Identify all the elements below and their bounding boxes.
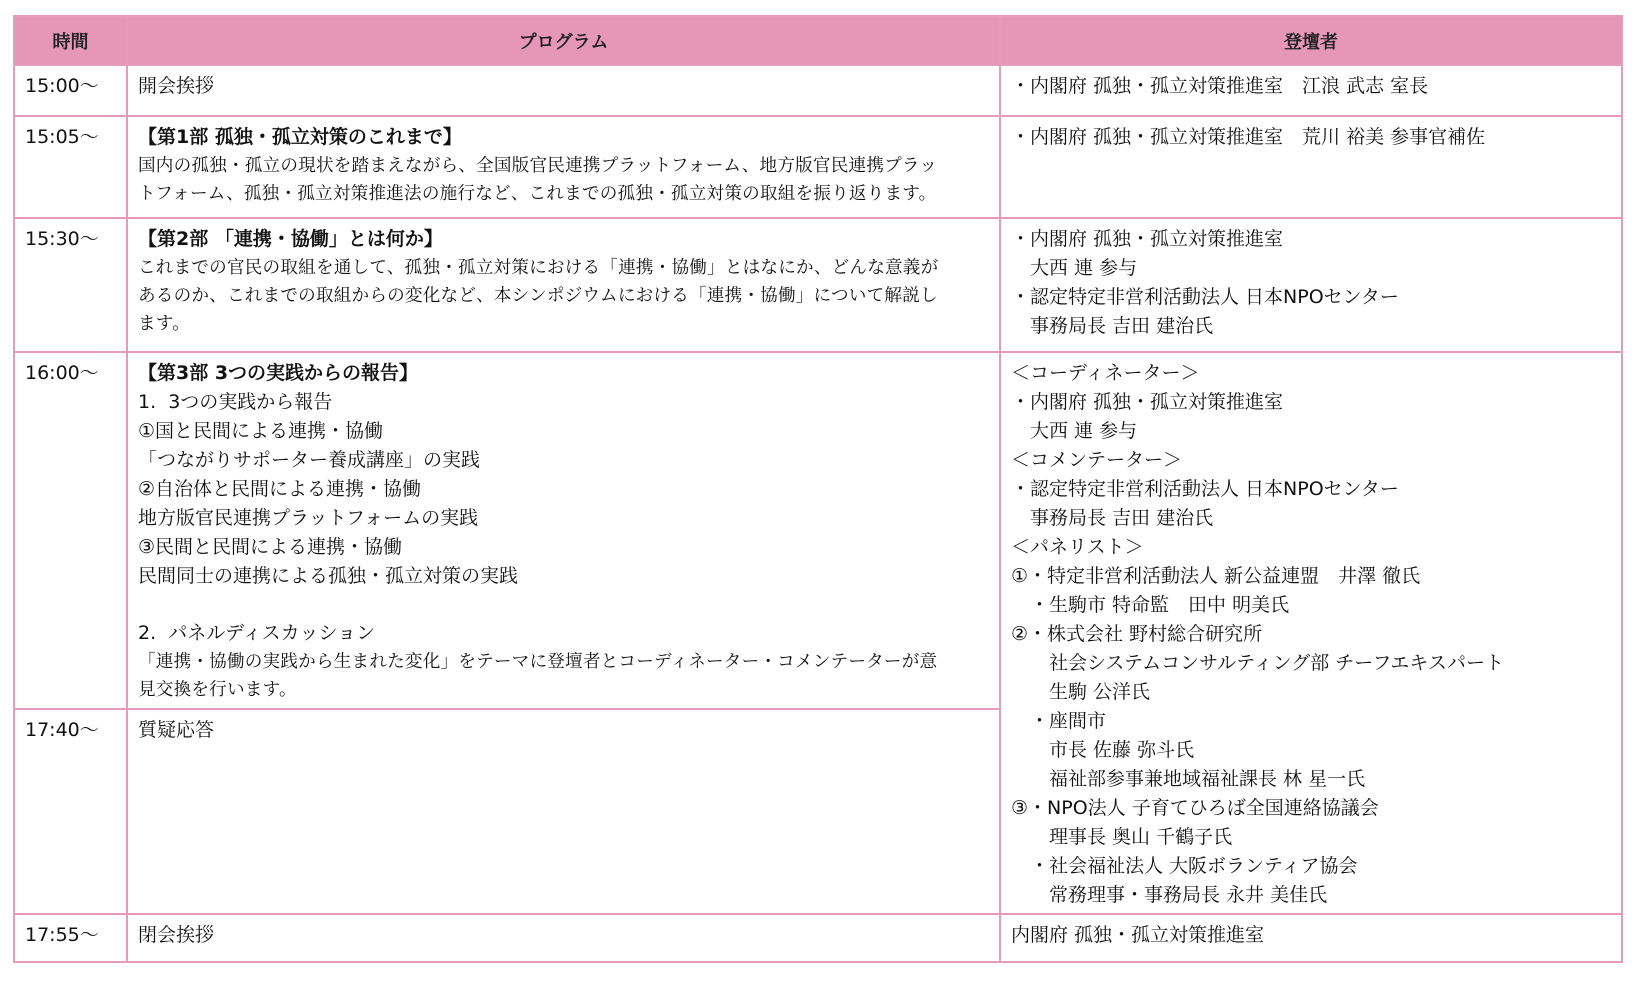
speaker-line: ②・株式会社 野村総合研究所 [1011,623,1263,645]
table-row [14,352,1622,709]
speaker-line: 常務理事・事務局長 永井 美佳氏 [1011,884,1328,906]
program-line: ③民間と民間による連携・協働 [138,536,403,558]
speakers-cell [1000,218,1622,352]
speaker-line: ①・特定非営利活動法人 新公益連盟 井澤 徹氏 [1011,565,1421,587]
speakers-cell [1000,65,1622,116]
speakers-cell [1000,352,1622,914]
description-line: ます。 [138,314,190,334]
speaker-line: ・内閣府 孤独・孤立対策推進室 [1011,228,1284,250]
speaker-line: 社会システムコンサルティング部 チーフエキスパート [1011,652,1505,674]
speaker-line: ・内閣府 孤独・孤立対策推進室 荒川 裕美 参事官補佐 [1011,126,1486,148]
header-time: 時間 [14,16,127,65]
speaker-line: ・社会福祉法人 大阪ボランティア協会 [1011,855,1358,877]
header-speakers: 登壇者 [1000,16,1622,65]
time-cell: 17:55〜 [14,914,127,962]
time-cell: 15:30〜 [14,218,127,352]
speaker-line: 事務局長 吉田 建治氏 [1011,507,1214,529]
speakers-cell [1000,116,1622,218]
speaker-line: ③・NPO法人 子育てひろば全国連絡協議会 [1011,797,1379,819]
time-cell: 15:00〜 [14,65,127,116]
time-cell: 15:05〜 [14,116,127,218]
table-row [14,914,1622,962]
speaker-line: 理事長 奥山 千鶴子氏 [1011,826,1233,848]
description-line: トフォーム、孤独・孤立対策推進法の施行など、これまでの孤独・孤立対策の取組を振り返ります。 [138,184,937,204]
speaker-line: 事務局長 吉田 建治氏 [1011,315,1214,337]
header-program: プログラム [127,16,1000,65]
speaker-line: ・認定特定非営利活動法人 日本NPOセンター [1011,478,1399,500]
speaker-line: ・座間市 [1011,710,1107,732]
program-cell [127,218,1000,352]
program-cell: 開会挨拶 [127,65,1000,116]
table-header-row [14,16,1622,65]
speaker-line: 大西 連 参与 [1011,420,1138,442]
speaker-line: 内閣府 孤独・孤立対策推進室 [1011,924,1265,946]
description-line: あるのか、これまでの取組からの変化など、本シンポジウムにおける「連携・協働」について解説し [138,286,938,306]
program-line: ②自治体と民間による連携・協働 [138,478,422,500]
time-cell: 16:00〜 [14,352,127,709]
program-cell [127,352,1000,709]
speaker-line: ＜コーディネーター＞ [1011,362,1200,384]
speaker-line: 市長 佐藤 弥斗氏 [1011,739,1195,761]
description-line: 国内の孤独・孤立の現状を踏まえながら、全国版官民連携プラットフォーム、地方版官民連携プラッ [138,156,938,176]
section-title: 【第3部 3つの実践からの報告】 [138,362,419,384]
description-line: 見交換を行います。 [138,680,297,700]
speaker-line: ・内閣府 孤独・孤立対策推進室 江浪 武志 室長 [1011,75,1429,97]
program-line: 1. 3つの実践から報告 [138,391,333,413]
speaker-line: 福祉部参事兼地域福祉課長 林 星一氏 [1011,768,1366,790]
speaker-line: ・認定特定非営利活動法人 日本NPOセンター [1011,286,1399,308]
program-line: 2. パネルディスカッション [138,622,376,644]
program-cell: 閉会挨拶 [127,914,1000,962]
program-line: ①国と民間による連携・協働 [138,420,384,442]
speaker-line: ＜コメンテーター＞ [1011,449,1183,471]
section-title: 【第2部 「連携・協働」とは何か】 [138,228,443,250]
section-title: 【第1部 孤独・孤立対策のこれまで】 [138,126,462,148]
description-line: 「連携・協働の実践から生まれた変化」をテーマに登壇者とコーディネーター・コメンテーターが意 [138,652,938,672]
table-row [14,65,1622,116]
program-line: 地方版官民連携プラットフォームの実践 [138,507,479,529]
speaker-line: ・内閣府 孤独・孤立対策推進室 [1011,391,1284,413]
description-line: これまでの官民の取組を通して、孤独・孤立対策における「連携・協働」とはなにか、どんな意義が [138,258,939,278]
speaker-line: ・生駒市 特命監 田中 明美氏 [1011,594,1290,616]
table-row [14,218,1622,352]
speaker-line: 生駒 公洋氏 [1011,681,1151,703]
spacer [138,591,989,619]
speaker-line: 大西 連 参与 [1011,257,1138,279]
program-line: 「つながりサポーター養成講座」の実践 [138,449,481,471]
speaker-line: ＜パネリスト＞ [1011,536,1144,558]
time-cell: 17:40〜 [14,709,127,914]
program-cell: 質疑応答 [127,709,1000,914]
program-cell [127,116,1000,218]
program-line: 民間同士の連携による孤独・孤立対策の実践 [138,565,519,587]
table-row [14,116,1622,218]
program-table [13,15,1623,963]
speakers-cell [1000,914,1622,962]
